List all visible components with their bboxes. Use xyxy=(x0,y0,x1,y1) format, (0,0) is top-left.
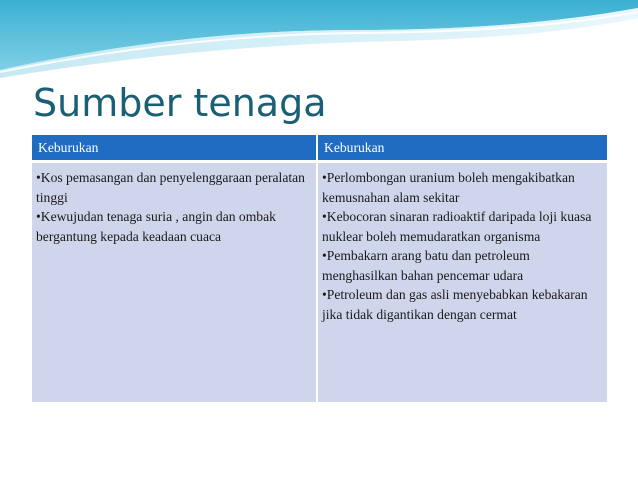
list-item: •Petroleum dan gas asli menyebabkan kebakaran jika tidak digantikan dengan cermat xyxy=(322,287,588,322)
list-item: •Perlombongan uranium boleh mengakibatkan kemusnahan alam sekitar xyxy=(322,170,575,205)
comparison-table xyxy=(32,135,607,402)
list-item: •Kos pemasangan dan penyelenggaraan peralatan tinggi xyxy=(36,170,305,205)
table-header-row xyxy=(32,135,607,162)
slide-title: Sumber tenaga xyxy=(33,81,327,125)
list-item: •Pembakarn arang batu dan petroleum menghasilkan bahan pencemar udara xyxy=(322,248,530,283)
cell-left xyxy=(32,162,317,403)
header-cell-left: Keburukan xyxy=(32,135,317,162)
list-item: •Kebocoran sinaran radioaktif daripada loji kuasa nuklear boleh memudaratkan organisma xyxy=(322,209,592,244)
table-row xyxy=(32,162,607,403)
header-cell-right: Keburukan xyxy=(317,135,607,162)
list-item: •Kewujudan tenaga suria , angin dan ombak bergantung kepada keadaan cuaca xyxy=(36,209,276,244)
header-wave-decoration xyxy=(0,0,638,80)
cell-right xyxy=(317,162,607,403)
